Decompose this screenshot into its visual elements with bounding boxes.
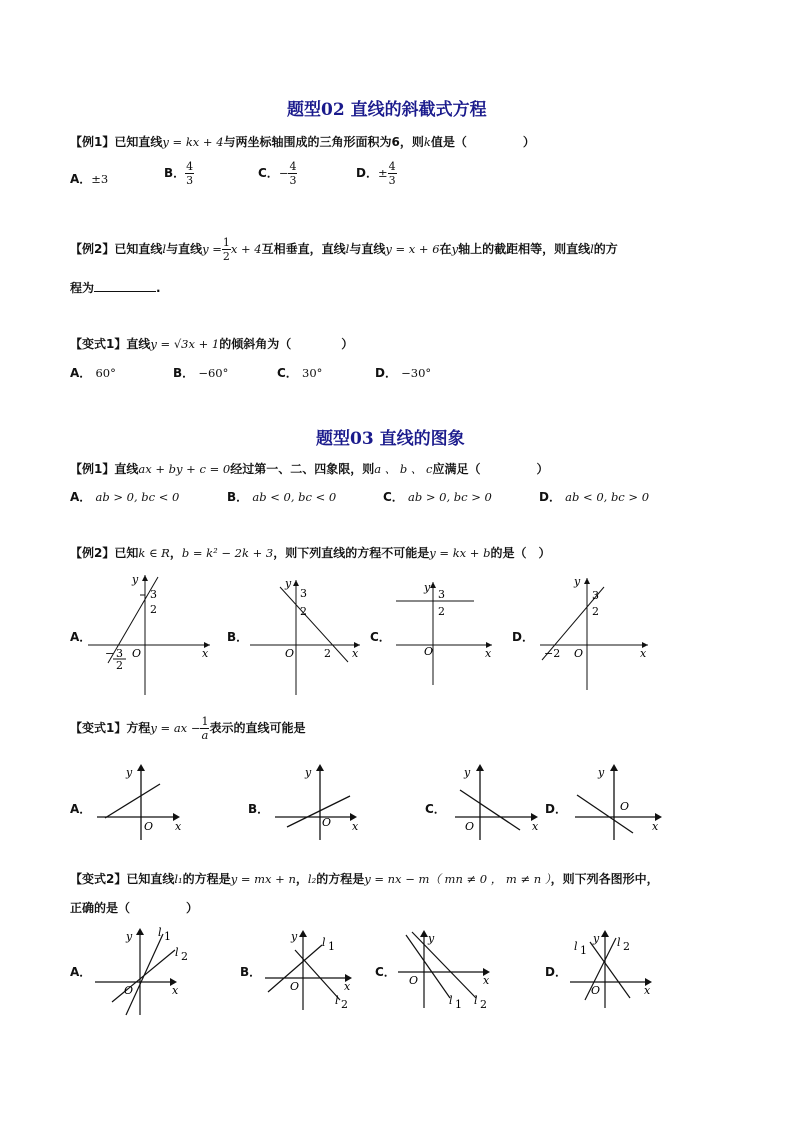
s2-example-1-option-d: D． ab < 0, bc > 0 (539, 490, 650, 504)
s2-var2-graphs (0, 920, 794, 1020)
svg-text:y: y (126, 930, 133, 943)
variant-1-option-b: B． −60° (173, 366, 229, 380)
svg-text:1: 1 (328, 940, 335, 953)
s2-ex2-label-b: B． (227, 630, 249, 644)
example-1-option-d: D．± $\frac{4}{3}$ (356, 160, 396, 187)
svg-text:2: 2 (181, 950, 188, 963)
s2-var2-label-a: A． (70, 965, 92, 979)
s2-var1-graphs (0, 760, 794, 840)
svg-text:3: 3 (150, 588, 157, 601)
s2-ex2-label-c: C． (370, 630, 391, 644)
svg-text:O: O (409, 974, 419, 987)
s2-example-1-option-b: B． ab < 0, bc < 0 (227, 490, 337, 504)
svg-text:O: O (285, 647, 295, 660)
svg-text:x: x (640, 647, 647, 660)
svg-text:y: y (574, 575, 581, 588)
svg-text:3: 3 (116, 647, 123, 660)
svg-text:O: O (322, 816, 332, 829)
section-title-1: 题型02 直线的斜截式方程 (287, 100, 487, 120)
svg-text:1: 1 (455, 998, 462, 1011)
s2-example-1-option-c: C． ab > 0, bc > 0 (383, 490, 492, 504)
svg-text:2: 2 (438, 605, 445, 618)
equation: y = kx + 4 (162, 135, 224, 149)
svg-text:x: x (352, 647, 359, 660)
s2-var2-label-b: B． (240, 965, 262, 979)
svg-text:x: x (485, 647, 492, 660)
svg-text:2: 2 (480, 998, 487, 1011)
example-2-question: 【例2】已知直线l与直线y = $\frac{1}{2}$ x + 4互相垂直，直线l与直线y = x + 6在y轴上的截距相等，则直线l的方 (70, 236, 618, 263)
s2-var1-label-a: A． (70, 802, 92, 816)
svg-text:x: x (652, 820, 659, 833)
svg-text:l: l (335, 994, 339, 1007)
variant-1-question: 【变式1】直线y = √3x + 1的倾斜角为（ ） (70, 337, 354, 351)
s2-ex2-graphs (0, 565, 794, 700)
svg-text:l: l (574, 940, 578, 953)
svg-text:y: y (291, 930, 298, 943)
svg-text:2: 2 (324, 647, 331, 660)
svg-text:y: y (464, 766, 471, 779)
variant-1-option-a: A． 60° (70, 366, 116, 380)
svg-text:O: O (290, 980, 300, 993)
answer-blank[interactable] (94, 291, 156, 292)
svg-text:2: 2 (300, 605, 307, 618)
svg-text:1: 1 (580, 944, 587, 957)
svg-text:O: O (124, 984, 134, 997)
svg-text:2: 2 (150, 603, 157, 616)
s2-variant-2-question-line2: 正确的是（ ） (70, 901, 199, 915)
example-1-option-b: B． $\frac{4}{3}$ (164, 160, 194, 187)
svg-text:O: O (574, 647, 584, 660)
svg-text:2: 2 (592, 605, 599, 618)
variant-1-option-d: D． −30° (375, 366, 432, 380)
s2-var1-label-b: B． (248, 802, 270, 816)
svg-text:l: l (158, 926, 162, 939)
section-title-2: 题型03 直线的图象 (316, 429, 465, 449)
s2-ex2-label-a: A． (70, 630, 92, 644)
s2-variant-1-question: 【变式1】方程y = ax − $\frac{1}{a}$ 表示的直线可能是 (70, 715, 306, 742)
svg-text:3: 3 (300, 587, 307, 600)
s2-variant-2-question: 【变式2】已知直线l₁的方程是y = mx + n，l₂的方程是y = nx − m（ mn ≠ 0 ， m ≠ n ），则下列各图形中， (70, 872, 659, 886)
s2-var2-label-d: D． (545, 965, 567, 979)
s2-example-2-question: 【例2】已知k ∈ R，b = k² − 2k + 3，则下列直线的方程不可能是y = kx + b的是（ ） (70, 546, 551, 560)
example-2-question-line2: 程为 . (70, 281, 161, 295)
svg-text:O: O (620, 800, 630, 813)
svg-text:y: y (428, 932, 435, 945)
svg-text:−: − (105, 647, 115, 660)
svg-text:1: 1 (164, 930, 171, 943)
svg-text:O: O (132, 647, 142, 660)
svg-text:l: l (175, 946, 179, 959)
s2-var2-label-c: C． (375, 965, 396, 979)
svg-text:O: O (591, 984, 601, 997)
s2-ex2-label-d: D． (512, 630, 534, 644)
svg-text:x: x (202, 647, 209, 660)
svg-text:y: y (424, 581, 431, 594)
svg-text:2: 2 (116, 659, 123, 672)
svg-text:2: 2 (623, 940, 630, 953)
svg-text:l: l (474, 994, 478, 1007)
label-y: y (132, 573, 139, 586)
svg-text:l: l (449, 994, 453, 1007)
svg-text:x: x (532, 820, 539, 833)
s2-var1-label-d: D． (545, 802, 567, 816)
svg-text:x: x (172, 984, 179, 997)
svg-text:l: l (322, 936, 326, 949)
svg-text:3: 3 (438, 588, 445, 601)
svg-text:3: 3 (592, 589, 599, 602)
svg-text:y: y (593, 932, 600, 945)
svg-text:−2: −2 (544, 647, 561, 660)
svg-text:x: x (644, 984, 651, 997)
question-tag: 【例1】 (70, 135, 115, 149)
svg-text:x: x (352, 820, 359, 833)
s2-example-1-question: 【例1】直线ax + by + c = 0经过第一、二、四象限，则a 、 b 、 c应满足（ ） (70, 462, 549, 476)
example-1-option-a: A．±3 (70, 172, 109, 186)
svg-text:y: y (598, 766, 605, 779)
svg-text:y: y (285, 577, 292, 590)
s2-example-1-option-a: A． ab > 0, bc < 0 (70, 490, 180, 504)
variant-1-option-c: C． 30° (277, 366, 323, 380)
svg-text:O: O (144, 820, 154, 833)
svg-text:x: x (483, 974, 490, 987)
svg-text:O: O (424, 645, 434, 658)
svg-text:O: O (465, 820, 475, 833)
svg-text:y: y (126, 766, 133, 779)
svg-text:l: l (617, 936, 621, 949)
svg-text:2: 2 (341, 998, 348, 1011)
s2-var1-label-c: C． (425, 802, 446, 816)
example-1-question: 【例1】已知直线y = kx + 4与两坐标轴围成的三角形面积为6，则k值是（ ） (70, 135, 535, 149)
svg-text:y: y (305, 766, 312, 779)
svg-text:x: x (175, 820, 182, 833)
example-1-option-c: C．− $\frac{4}{3}$ (258, 160, 297, 187)
svg-text:x: x (344, 980, 351, 993)
